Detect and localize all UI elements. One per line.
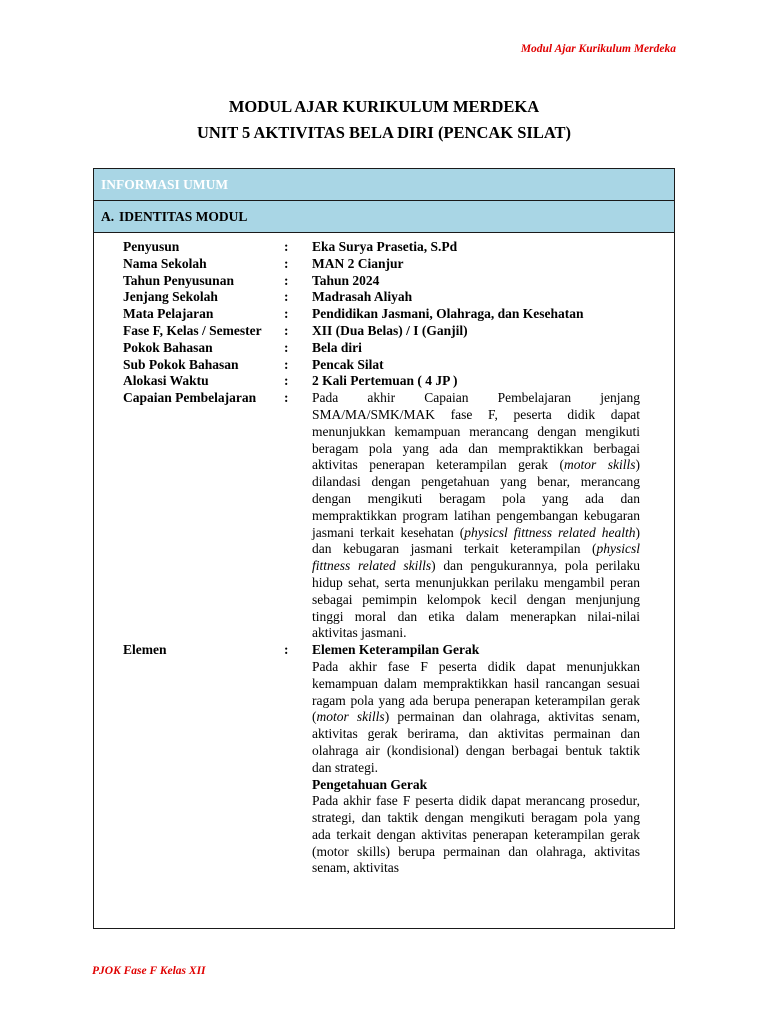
field-value: MAN 2 Cianjur (312, 255, 404, 271)
subsection-band (94, 201, 674, 233)
running-header: Modul Ajar Kurikulum Merdeka (520, 43, 676, 55)
capaian-text: ) dan pengukurannya, pola perilaku hidup sehat, serta menunjukkan perilaku mengambil peran sebagai pemimpin kelompok kecil dengan menjunjung tinggi moral dan etika dalam menerapkan nilai-nilai aktivitas jasmani. (312, 558, 640, 641)
field-label: Alokasi Waktu (123, 373, 209, 389)
elemen-subheading: Elemen Keterampilan Gerak (312, 642, 480, 658)
field-value: XII (Dua Belas) / I (Ganjil) (312, 322, 468, 338)
elemen-paragraph (312, 659, 640, 777)
field-colon: : (284, 642, 289, 658)
field-colon: : (284, 239, 289, 254)
field-row (94, 306, 674, 323)
field-row (94, 373, 674, 390)
info-table (93, 168, 675, 929)
field-value: Bela diri (312, 339, 362, 355)
field-value: Pendidikan Jasmani, Olahraga, dan Kesehatan (312, 306, 584, 322)
capaian-text: Pada akhir Capaian Pembelajaran jenjang SMA/MA/SMK/MAK fase F, peserta didik dapat menunjukkan kemampuan merancang dengan mengikuti beragam pola yang ada dan mempraktikkan berbagai aktivitas penerapan keterampilan gerak ( (312, 390, 640, 473)
subsection-number: A. (101, 208, 115, 224)
elemen-subheading: Pengetahuan Gerak (312, 776, 428, 792)
title-line-2: UNIT 5 AKTIVITAS BELA DIRI (PENCAK SILAT) (196, 123, 572, 142)
field-colon: : (284, 373, 289, 389)
field-label: Jenjang Sekolah (123, 289, 218, 305)
elemen-content (312, 642, 640, 877)
capaian-italic-term: physicsl fittness related health (464, 524, 636, 540)
section-band (94, 169, 674, 201)
field-row (94, 357, 674, 374)
capaian-row (94, 390, 674, 642)
elemen-italic-term: motor skills (316, 709, 385, 725)
field-label: Tahun Penyusunan (123, 272, 234, 288)
section-band-label: INFORMASI UMUM (101, 176, 229, 192)
field-value: Tahun 2024 (312, 272, 380, 288)
elemen-text: ) permainan dan olahraga, aktivitas senam, aktivitas gerak berirama, dan aktivitas permainan dan olahraga air (kondisional) dengan berbagai bentuk taktik dan strategi. (312, 709, 640, 775)
field-label: Sub Pokok Bahasan (123, 356, 239, 372)
running-footer: PJOK Fase F Kelas XII (92, 965, 206, 977)
capaian-text: ) dilandasi dengan pengetahuan yang benar, merancang dengan mengikuti beragam pola yang ada dan mempraktikkan program latihan pengembangan kebugaran jasmani terkait kesehatan ( (312, 457, 640, 540)
field-value: Madrasah Aliyah (312, 289, 413, 305)
field-value: Eka Surya Prasetia, S.Pd (312, 239, 458, 254)
field-colon: : (284, 255, 289, 271)
subsection-label: IDENTITAS MODUL (119, 208, 248, 224)
capaian-italic-term: physicsl fittness related skills (312, 541, 640, 574)
field-row (94, 273, 674, 290)
field-label: Penyusun (123, 239, 180, 254)
field-row (94, 323, 674, 340)
field-colon: : (284, 356, 289, 372)
capaian-label: Capaian Pembelajaran (123, 390, 257, 406)
field-colon: : (284, 322, 289, 338)
identity-fields (94, 233, 674, 877)
field-colon: : (284, 306, 289, 322)
elemen-label: Elemen (123, 642, 167, 658)
field-label: Nama Sekolah (123, 255, 207, 271)
elemen-text: Pada akhir fase F peserta didik dapat menunjukkan kemampuan dalam mempraktikkan hasil rancangan sesuai ragam pola yang ada berupa penerapan keterampilan gerak ( (312, 658, 640, 725)
field-colon: : (284, 390, 289, 406)
field-value: Pencak Silat (312, 356, 384, 372)
elemen-row (94, 642, 674, 877)
field-colon: : (284, 289, 289, 305)
field-row (94, 239, 674, 256)
field-label: Pokok Bahasan (123, 339, 213, 355)
field-row (94, 340, 674, 357)
field-label: Mata Pelajaran (123, 306, 214, 322)
field-row (94, 289, 674, 306)
capaian-italic-term: motor skills (564, 457, 636, 473)
elemen-paragraph: Pada akhir fase F peserta didik dapat merancang prosedur, strategi, dan taktik dengan mengikuti beragam pola yang ada terkait dengan aktivitas penerapan keterampilan gerak (motor skills) berupa permainan dan olahraga, aktivitas senam, aktivitas (312, 793, 640, 876)
document-title (0, 94, 768, 146)
field-value: 2 Kali Pertemuan ( 4 JP ) (312, 373, 458, 389)
title-line-1: MODUL AJAR KURIKULUM MERDEKA (228, 97, 540, 116)
capaian-text: ) dan kebugaran jasmani terkait keterampilan ( (312, 524, 640, 557)
field-label: Fase F, Kelas / Semester (123, 322, 262, 338)
field-row (94, 256, 674, 273)
field-colon: : (284, 272, 289, 288)
capaian-paragraph (312, 390, 640, 642)
field-colon: : (284, 339, 289, 355)
